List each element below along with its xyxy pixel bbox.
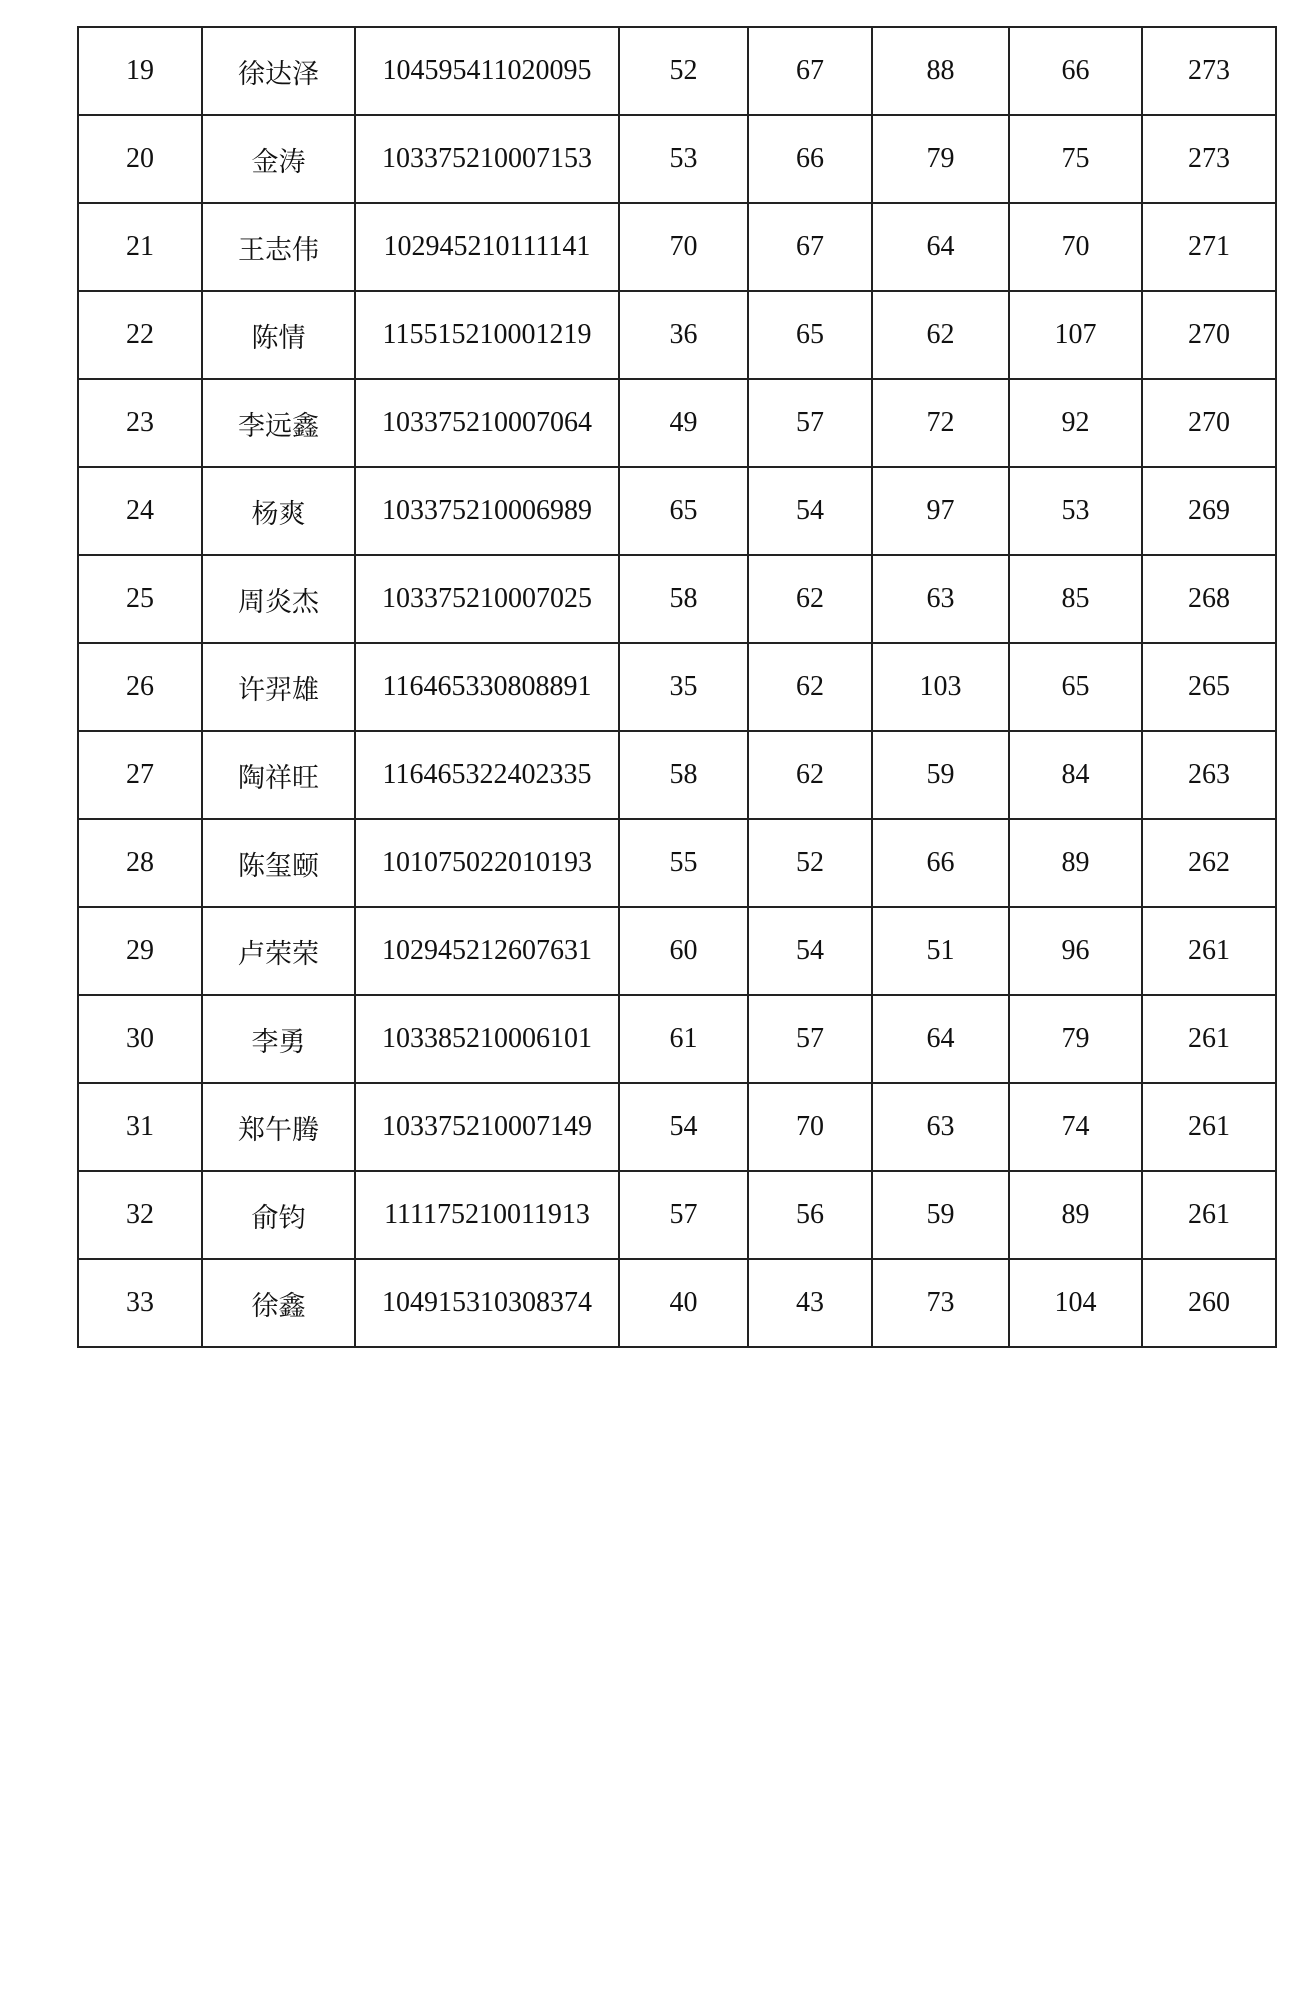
cell-total: 263 bbox=[1142, 731, 1276, 819]
cell-score-1: 55 bbox=[619, 819, 748, 907]
cell-rank: 28 bbox=[78, 819, 202, 907]
cell-name: 陶祥旺 bbox=[202, 731, 355, 819]
cell-score-4: 89 bbox=[1009, 1171, 1142, 1259]
cell-score-2: 62 bbox=[748, 555, 872, 643]
cell-score-2: 43 bbox=[748, 1259, 872, 1347]
cell-name: 金涛 bbox=[202, 115, 355, 203]
cell-score-1: 60 bbox=[619, 907, 748, 995]
cell-rank: 33 bbox=[78, 1259, 202, 1347]
cell-rank: 32 bbox=[78, 1171, 202, 1259]
cell-exam-id: 111175210011913 bbox=[355, 1171, 619, 1259]
cell-score-1: 49 bbox=[619, 379, 748, 467]
cell-rank: 23 bbox=[78, 379, 202, 467]
cell-exam-id: 103375210006989 bbox=[355, 467, 619, 555]
cell-score-4: 92 bbox=[1009, 379, 1142, 467]
cell-rank: 22 bbox=[78, 291, 202, 379]
cell-total: 268 bbox=[1142, 555, 1276, 643]
cell-score-1: 40 bbox=[619, 1259, 748, 1347]
cell-score-2: 62 bbox=[748, 643, 872, 731]
cell-exam-id: 104915310308374 bbox=[355, 1259, 619, 1347]
cell-score-2: 66 bbox=[748, 115, 872, 203]
cell-score-3: 64 bbox=[872, 995, 1009, 1083]
cell-rank: 30 bbox=[78, 995, 202, 1083]
cell-score-3: 97 bbox=[872, 467, 1009, 555]
cell-score-2: 62 bbox=[748, 731, 872, 819]
cell-score-2: 67 bbox=[748, 203, 872, 291]
table-row bbox=[78, 379, 1276, 467]
cell-total: 273 bbox=[1142, 115, 1276, 203]
cell-exam-id: 115515210001219 bbox=[355, 291, 619, 379]
cell-rank: 26 bbox=[78, 643, 202, 731]
cell-rank: 27 bbox=[78, 731, 202, 819]
cell-score-4: 85 bbox=[1009, 555, 1142, 643]
cell-total: 261 bbox=[1142, 995, 1276, 1083]
cell-exam-id: 102945210111141 bbox=[355, 203, 619, 291]
cell-score-3: 73 bbox=[872, 1259, 1009, 1347]
cell-rank: 29 bbox=[78, 907, 202, 995]
cell-total: 265 bbox=[1142, 643, 1276, 731]
cell-score-1: 70 bbox=[619, 203, 748, 291]
cell-name: 郑午腾 bbox=[202, 1083, 355, 1171]
cell-score-4: 53 bbox=[1009, 467, 1142, 555]
cell-score-4: 96 bbox=[1009, 907, 1142, 995]
cell-rank: 21 bbox=[78, 203, 202, 291]
cell-score-2: 65 bbox=[748, 291, 872, 379]
table-row bbox=[78, 467, 1276, 555]
table-body bbox=[78, 27, 1276, 1347]
cell-total: 261 bbox=[1142, 1171, 1276, 1259]
cell-score-1: 54 bbox=[619, 1083, 748, 1171]
table-row bbox=[78, 995, 1276, 1083]
table-row bbox=[78, 115, 1276, 203]
cell-rank: 24 bbox=[78, 467, 202, 555]
cell-score-2: 70 bbox=[748, 1083, 872, 1171]
table-row bbox=[78, 731, 1276, 819]
cell-name: 陈情 bbox=[202, 291, 355, 379]
cell-rank: 25 bbox=[78, 555, 202, 643]
cell-exam-id: 101075022010193 bbox=[355, 819, 619, 907]
cell-score-2: 54 bbox=[748, 907, 872, 995]
cell-score-1: 36 bbox=[619, 291, 748, 379]
table-row bbox=[78, 643, 1276, 731]
cell-score-2: 54 bbox=[748, 467, 872, 555]
cell-name: 徐鑫 bbox=[202, 1259, 355, 1347]
cell-score-1: 53 bbox=[619, 115, 748, 203]
cell-total: 273 bbox=[1142, 27, 1276, 115]
cell-rank: 20 bbox=[78, 115, 202, 203]
table-row bbox=[78, 1171, 1276, 1259]
cell-score-3: 72 bbox=[872, 379, 1009, 467]
cell-name: 王志伟 bbox=[202, 203, 355, 291]
cell-score-1: 57 bbox=[619, 1171, 748, 1259]
cell-total: 269 bbox=[1142, 467, 1276, 555]
cell-exam-id: 116465322402335 bbox=[355, 731, 619, 819]
cell-score-3: 88 bbox=[872, 27, 1009, 115]
cell-score-3: 63 bbox=[872, 1083, 1009, 1171]
cell-score-4: 65 bbox=[1009, 643, 1142, 731]
cell-score-1: 35 bbox=[619, 643, 748, 731]
cell-name: 俞钧 bbox=[202, 1171, 355, 1259]
cell-score-4: 107 bbox=[1009, 291, 1142, 379]
cell-name: 周炎杰 bbox=[202, 555, 355, 643]
cell-score-4: 75 bbox=[1009, 115, 1142, 203]
cell-score-1: 58 bbox=[619, 555, 748, 643]
cell-total: 271 bbox=[1142, 203, 1276, 291]
cell-score-3: 64 bbox=[872, 203, 1009, 291]
cell-total: 261 bbox=[1142, 907, 1276, 995]
cell-score-4: 79 bbox=[1009, 995, 1142, 1083]
cell-score-3: 51 bbox=[872, 907, 1009, 995]
cell-name: 卢荣荣 bbox=[202, 907, 355, 995]
cell-exam-id: 103375210007025 bbox=[355, 555, 619, 643]
cell-exam-id: 116465330808891 bbox=[355, 643, 619, 731]
cell-rank: 19 bbox=[78, 27, 202, 115]
cell-exam-id: 103385210006101 bbox=[355, 995, 619, 1083]
table-row bbox=[78, 555, 1276, 643]
cell-score-4: 74 bbox=[1009, 1083, 1142, 1171]
cell-total: 262 bbox=[1142, 819, 1276, 907]
table-row bbox=[78, 291, 1276, 379]
cell-score-2: 52 bbox=[748, 819, 872, 907]
cell-score-4: 70 bbox=[1009, 203, 1142, 291]
cell-score-3: 63 bbox=[872, 555, 1009, 643]
cell-score-3: 59 bbox=[872, 1171, 1009, 1259]
cell-score-4: 89 bbox=[1009, 819, 1142, 907]
cell-score-3: 59 bbox=[872, 731, 1009, 819]
cell-name: 李勇 bbox=[202, 995, 355, 1083]
cell-exam-id: 102945212607631 bbox=[355, 907, 619, 995]
table-row bbox=[78, 1259, 1276, 1347]
cell-exam-id: 104595411020095 bbox=[355, 27, 619, 115]
cell-exam-id: 103375210007064 bbox=[355, 379, 619, 467]
cell-name: 杨爽 bbox=[202, 467, 355, 555]
cell-score-1: 65 bbox=[619, 467, 748, 555]
table-row bbox=[78, 907, 1276, 995]
table-row bbox=[78, 27, 1276, 115]
cell-score-4: 104 bbox=[1009, 1259, 1142, 1347]
cell-total: 270 bbox=[1142, 291, 1276, 379]
cell-score-3: 62 bbox=[872, 291, 1009, 379]
cell-rank: 31 bbox=[78, 1083, 202, 1171]
cell-name: 李远鑫 bbox=[202, 379, 355, 467]
cell-score-3: 103 bbox=[872, 643, 1009, 731]
cell-score-3: 79 bbox=[872, 115, 1009, 203]
cell-score-4: 84 bbox=[1009, 731, 1142, 819]
cell-score-1: 58 bbox=[619, 731, 748, 819]
table-row bbox=[78, 819, 1276, 907]
cell-score-2: 56 bbox=[748, 1171, 872, 1259]
cell-score-1: 52 bbox=[619, 27, 748, 115]
cell-score-2: 57 bbox=[748, 379, 872, 467]
cell-name: 徐达泽 bbox=[202, 27, 355, 115]
cell-score-4: 66 bbox=[1009, 27, 1142, 115]
cell-score-2: 57 bbox=[748, 995, 872, 1083]
cell-score-2: 67 bbox=[748, 27, 872, 115]
cell-total: 260 bbox=[1142, 1259, 1276, 1347]
cell-name: 许羿雄 bbox=[202, 643, 355, 731]
score-table bbox=[77, 26, 1277, 1348]
cell-score-3: 66 bbox=[872, 819, 1009, 907]
cell-name: 陈玺颐 bbox=[202, 819, 355, 907]
table-row bbox=[78, 203, 1276, 291]
table-row bbox=[78, 1083, 1276, 1171]
cell-total: 270 bbox=[1142, 379, 1276, 467]
cell-total: 261 bbox=[1142, 1083, 1276, 1171]
cell-exam-id: 103375210007149 bbox=[355, 1083, 619, 1171]
cell-exam-id: 103375210007153 bbox=[355, 115, 619, 203]
cell-score-1: 61 bbox=[619, 995, 748, 1083]
